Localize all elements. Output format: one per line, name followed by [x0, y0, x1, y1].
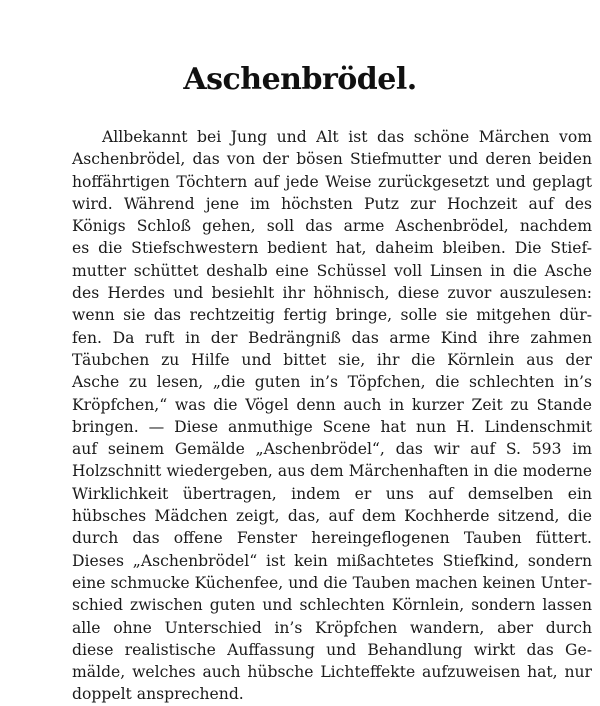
text-line: Königs Schloß gehen, soll das arme Aschenbrödel, nachdem [72, 217, 592, 236]
text-line: Wirklichkeit übertragen, indem er uns auf demselben ein [72, 484, 592, 503]
text-line: doppelt ansprechend. [72, 685, 244, 704]
text-line: Allbekannt bei Jung und Alt ist das schöne Märchen vom [102, 128, 592, 146]
text-line: diese realistische Auffassung und Behandlung wirkt das Ge- [72, 640, 592, 659]
text-line: hübsches Mädchen zeigt, das, auf dem Kochherde sitzend, die [72, 507, 592, 526]
text-line: Aschenbrödel, das von der bösen Stiefmutter und deren beiden [72, 150, 592, 169]
text-line: mälde, welches auch hübsche Lichteffekte aufzuweisen hat, nur [72, 663, 592, 682]
text-line: alle ohne Unterschied in’s Kröpfchen wandern, aber durch [72, 618, 592, 637]
text-line: mutter schüttet deshalb eine Schüssel voll Linsen in die Asche [72, 261, 592, 280]
text-line: Dieses „Aschenbrödel“ ist kein mißachtetes Stiefkind, sondern [72, 551, 592, 570]
text-line: fen. Da ruft in der Bedrängniß das arme Kind ihre zahmen [72, 328, 592, 347]
article-body [72, 126, 592, 706]
article-title: Aschenbrödel. [183, 62, 417, 97]
text-line: auf seinem Gemälde „Aschenbrödel“, das wir auf S. 593 im [72, 440, 592, 459]
text-line: Täubchen zu Hilfe und bittet sie, ihr die Körnlein aus der [72, 350, 592, 369]
text-line: eine schmucke Küchenfee, und die Tauben machen keinen Unter- [72, 573, 592, 592]
text-line: Asche zu lesen, „die guten in’s Töpfchen, die schlechten in’s [72, 373, 592, 392]
text-line: hoffährtigen Töchtern auf jede Weise zurückgesetzt und geplagt [72, 172, 592, 191]
text-line: bringen. — Diese anmuthige Scene hat nun H. Lindenschmit [72, 417, 592, 436]
text-line: Kröpfchen,“ was die Vögel denn auch in kurzer Zeit zu Stande [72, 395, 592, 414]
text-line: durch das offene Fenster hereingeflogenen Tauben füttert. [72, 529, 592, 548]
text-line: schied zwischen guten und schlechten Körnlein, sondern lassen [72, 596, 592, 615]
text-line: des Herdes und besiehlt ihr höhnisch, diese zuvor auszulesen: [72, 284, 592, 303]
text-line: Holzschnitt wiedergeben, aus dem Märchenhaften in die moderne [72, 462, 592, 481]
text-line: wenn sie das rechtzeitig fertig bringe, solle sie mitgehen dür- [72, 306, 592, 325]
text-line: wird. Während jene im höchsten Putz zur Hochzeit auf des [72, 194, 592, 213]
text-line: es die Stiefschwestern bedient hat, daheim bleiben. Die Stief- [72, 239, 592, 258]
